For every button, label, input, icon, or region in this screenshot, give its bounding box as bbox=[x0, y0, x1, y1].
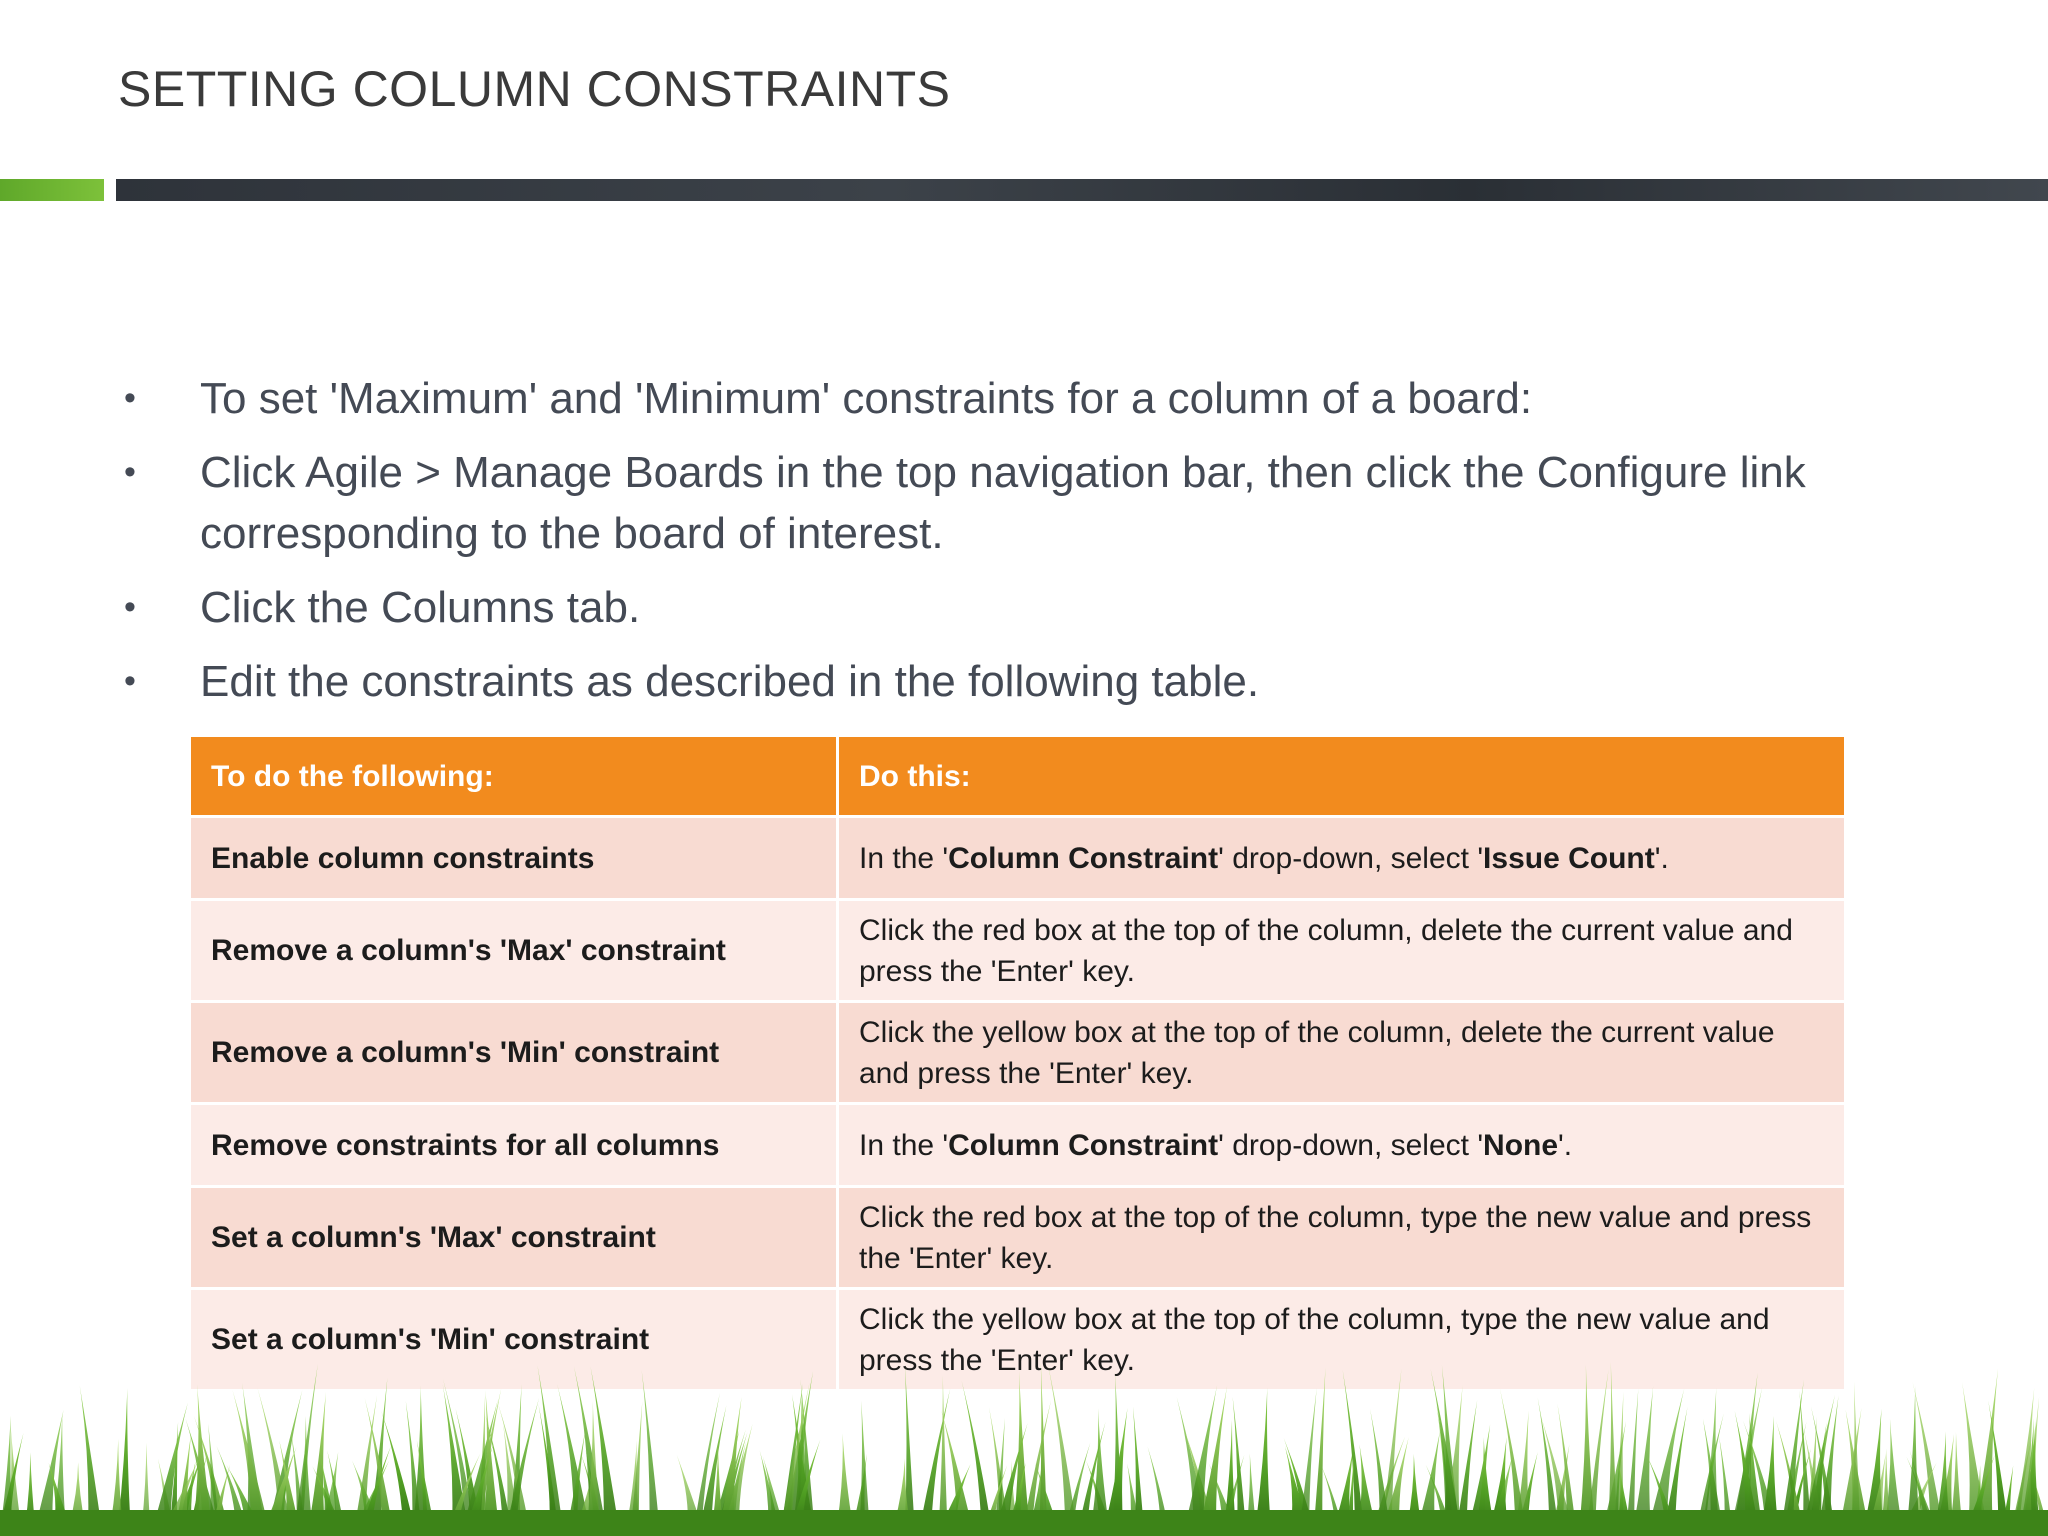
grass-blade bbox=[1608, 1362, 1618, 1536]
instruction-text: In the ' bbox=[859, 1128, 949, 1162]
header-cell-instruction: Do this: bbox=[838, 736, 1846, 817]
table-row bbox=[190, 900, 1846, 1002]
grass-decoration bbox=[0, 1360, 2048, 1536]
table-cell-action: Remove a column's 'Min' constraint bbox=[190, 1002, 838, 1104]
table-cell-instruction: Click the red box at the top of the column, type the new value and press the 'Enter' key. bbox=[838, 1187, 1846, 1289]
table-cell-instruction: Click the yellow box at the top of the column, type the new value and press the 'Enter' key. bbox=[838, 1289, 1846, 1391]
bullet-dot-icon: • bbox=[124, 379, 136, 417]
bullet-item bbox=[118, 442, 1948, 564]
table-cell-instruction bbox=[838, 817, 1846, 900]
table-cell-action: Enable column constraints bbox=[190, 817, 838, 900]
bullet-item bbox=[118, 651, 1948, 712]
bullet-dot-icon: • bbox=[124, 662, 136, 700]
table-cell-instruction: Click the yellow box at the top of the column, delete the current value and press the 'Enter' key. bbox=[838, 1002, 1846, 1104]
table-cell-action: Remove a column's 'Max' constraint bbox=[190, 900, 838, 1002]
header-cell-task: To do the following: bbox=[190, 736, 838, 817]
constraints-table-container bbox=[188, 734, 1844, 1392]
instruction-text: ' drop-down, select ' bbox=[1218, 841, 1484, 875]
instruction-text: '. bbox=[1654, 841, 1669, 875]
bullet-text: Edit the constraints as described in the following table. bbox=[200, 657, 1260, 706]
grass-blades bbox=[0, 1362, 2048, 1536]
instruction-bold-text: Issue Count bbox=[1483, 841, 1655, 875]
bullet-text: Click the Columns tab. bbox=[200, 583, 641, 632]
table-row bbox=[190, 1002, 1846, 1104]
instruction-text: In the ' bbox=[859, 841, 949, 875]
bullet-list bbox=[118, 368, 1948, 725]
grass-base bbox=[0, 1510, 2048, 1536]
table-row bbox=[190, 817, 1846, 900]
bullet-text: To set 'Maximum' and 'Minimum' constraints for a column of a board: bbox=[200, 374, 1533, 423]
bullet-dot-icon: • bbox=[124, 588, 136, 626]
table-row bbox=[190, 1104, 1846, 1187]
title-accent-dark-bar bbox=[116, 179, 2048, 201]
instruction-text: ' drop-down, select ' bbox=[1218, 1128, 1484, 1162]
bullet-dot-icon: • bbox=[124, 453, 136, 491]
table-cell-action: Set a column's 'Max' constraint bbox=[190, 1187, 838, 1289]
table-cell-instruction: Click the red box at the top of the column, delete the current value and press the 'Enter' key. bbox=[838, 900, 1846, 1002]
instruction-bold-text: Column Constraint bbox=[948, 841, 1219, 875]
constraints-table bbox=[188, 734, 1847, 1392]
bullet-item bbox=[118, 577, 1948, 638]
bullet-item bbox=[118, 368, 1948, 429]
table-cell-instruction bbox=[838, 1104, 1846, 1187]
slide-title: SETTING COLUMN CONSTRAINTS bbox=[118, 61, 951, 117]
table-cell-action: Set a column's 'Min' constraint bbox=[190, 1289, 838, 1391]
instruction-bold-text: None bbox=[1483, 1128, 1559, 1162]
instruction-text: '. bbox=[1558, 1128, 1573, 1162]
table-header-row bbox=[190, 736, 1846, 817]
bullet-text: Click Agile > Manage Boards in the top navigation bar, then click the Configure link corresponding to the board of interest. bbox=[200, 448, 1806, 558]
table-cell-action: Remove constraints for all columns bbox=[190, 1104, 838, 1187]
table-row bbox=[190, 1187, 1846, 1289]
title-accent-green-bar bbox=[0, 179, 104, 201]
instruction-bold-text: Column Constraint bbox=[948, 1128, 1219, 1162]
